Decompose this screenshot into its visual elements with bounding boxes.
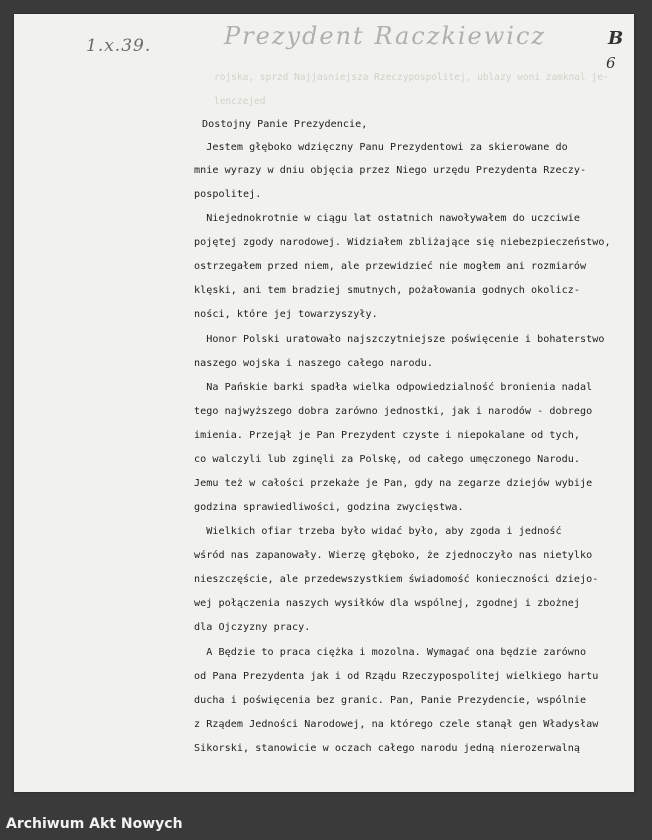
handwritten-page-mark: B: [608, 28, 624, 49]
letter-line: tego najwyższego dobra zarówno jednostki, jak i narodów - dobrego: [194, 406, 593, 417]
letter-line: nieszczęście, ale przedewszystkiem świadomość konieczności dziejo-: [194, 574, 599, 585]
handwritten-page-number: 6: [606, 54, 616, 72]
letter-line: wśród nas zapanowały. Wierzę głęboko, że zjednoczyło nas nietylko: [194, 550, 593, 561]
letter-line: pospolitej.: [194, 189, 262, 200]
handwritten-title: Prezydent Raczkiewicz: [224, 22, 547, 50]
letter-line: godzina sprawiedliwości, godzina zwycięstwa.: [194, 502, 464, 513]
salutation: Dostojny Panie Prezydencie,: [202, 119, 368, 130]
letter-line: ności, które jej towarzyszyły.: [194, 309, 378, 320]
archive-footer: [0, 812, 652, 840]
letter-line: od Pana Prezydenta jak i od Rządu Rzeczypospolitej wielkiego hartu: [194, 671, 599, 682]
letter-line: z Rządem Jedności Narodowej, na którego czele stanął gen Władysław: [194, 719, 599, 730]
handwritten-date: 1.x.39.: [86, 36, 152, 56]
letter-line: Sikorski, stanowicie w oczach całego narodu jedną nierozerwalną: [194, 743, 580, 754]
letter-line: ostrzegałem przed niem, ale przewidzieć nie mogłem ani rozmiarów: [194, 261, 587, 272]
document-page: [14, 14, 634, 792]
bleed-through-text: lenczejed: [214, 96, 266, 107]
letter-line: imienia. Przejął je Pan Prezydent czyste i niepokalane od tych,: [194, 430, 580, 441]
archive-name: Archiwum Akt Nowych: [6, 816, 183, 832]
letter-line: pojętej zgody narodowej. Widziałem zbliżające się niebezpieczeństwo,: [194, 237, 611, 248]
letter-line: wej połączenia naszych wysiłków dla wspólnej, zgodnej i zbożnej: [194, 598, 580, 609]
letter-line: co walczyli lub zginęli za Polskę, od całego umęczonego Narodu.: [194, 454, 580, 465]
letter-line: Jestem głęboko wdzięczny Panu Prezydentowi za skierowane do: [194, 142, 568, 153]
letter-line: Niejednokrotnie w ciągu lat ostatnich nawoływałem do uczciwie: [194, 213, 580, 224]
letter-line: Na Pańskie barki spadła wielka odpowiedzialność bronienia nadal: [194, 382, 593, 393]
letter-line: klęski, ani tem bradziej smutnych, pożałowania godnych okolicz-: [194, 285, 580, 296]
letter-line: Wielkich ofiar trzeba było widać było, aby zgoda i jedność: [194, 526, 562, 537]
letter-line: ducha i poświęcenia bez granic. Pan, Panie Prezydencie, wspólnie: [194, 695, 587, 706]
letter-line: Jemu też w całości przekaże je Pan, gdy na zegarze dziejów wybije: [194, 478, 593, 489]
letter-line: naszego wojska i naszego całego narodu.: [194, 358, 433, 369]
letter-line: dla Ojczyzny pracy.: [194, 622, 311, 633]
letter-line: Honor Polski uratowało najszczytniejsze poświęcenie i bohaterstwo: [194, 334, 605, 345]
letter-line: A Będzie to praca ciężka i mozolna. Wymagać ona będzie zarówno: [194, 647, 587, 658]
letter-line: mnie wyrazy w dniu objęcia przez Niego urzędu Prezydenta Rzeczy-: [194, 165, 587, 176]
bleed-through-text: rojska, sprzd Najjasniejsza Rzeczypospolitej, ublazy woni zamknal je-: [214, 72, 609, 83]
